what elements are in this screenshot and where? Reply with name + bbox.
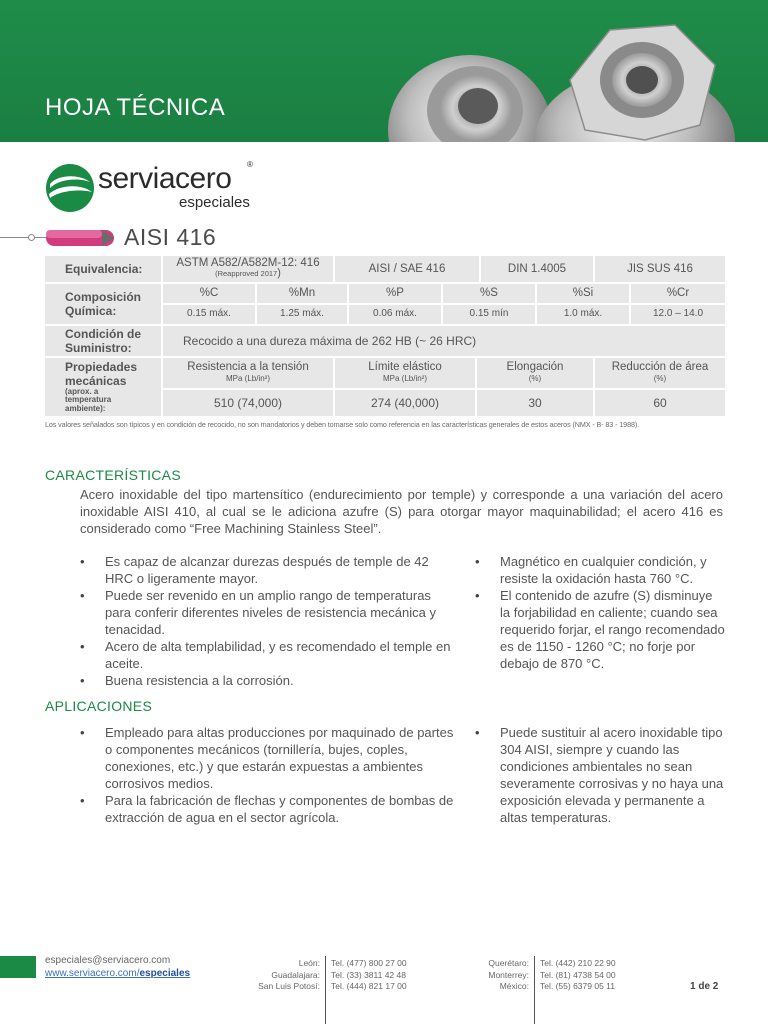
city-label: Guadalajara: [271, 969, 320, 980]
marker-line [0, 237, 48, 238]
mech-header-elastic-name: Límite elástico [368, 361, 442, 373]
marker-dot [28, 234, 35, 241]
page-title: HOJA TÉCNICA [45, 94, 226, 121]
mech-value-tension: 510 (74,000) [163, 390, 333, 416]
comp-value-s: 0.15 mín [443, 305, 535, 324]
list-item: • Buena resistencia a la corrosión. [80, 672, 460, 689]
comp-value-mn: 1.25 máx. [257, 305, 347, 324]
section-title-aplicaciones: APLICACIONES [45, 698, 153, 714]
comp-header-si: %Si [537, 284, 629, 303]
caracteristicas-list-left [80, 553, 460, 689]
list-item: • Magnético en cualquier condición, y resiste la oxidación hasta 760 °C. [475, 553, 725, 587]
serviacero-logo [44, 160, 264, 220]
logo-brand: serviacero [98, 162, 232, 195]
comp-value-cr: 12.0 – 14.0 [631, 305, 725, 324]
comp-value-si: 1.0 máx. [537, 305, 629, 324]
comp-label-line1: Composición [65, 290, 142, 304]
comp-header-s: %S [443, 284, 535, 303]
city-label: México: [499, 981, 529, 991]
footer-tels-2 [540, 958, 660, 993]
table-footnote: Los valores señalados son típicos y en condición de recocido, no son mandatorios y deben tomarse solo como referencia en las características generales de estos aceros (NMX - B- 83 - 1988). [45, 420, 640, 429]
header-band [0, 0, 768, 142]
tel-value: Tel. (55) 6379 05 11 [540, 981, 615, 991]
tel-value: Tel. (33) 3811 42 48 [331, 969, 406, 980]
tel-value: Tel. (81) 4738 54 00 [540, 969, 616, 980]
tel-value: Tel. (444) 821 17 00 [331, 981, 407, 991]
footer-cities-1 [230, 958, 320, 993]
pill-icon [46, 228, 116, 248]
section-title-caracteristicas: CARACTERÍSTICAS [45, 467, 181, 483]
tel-value: Tel. (477) 800 27 00 [331, 958, 407, 968]
footer-divider-1 [325, 956, 326, 1024]
city-label: San Luis Potosí: [258, 981, 320, 991]
equiv-astm-text: ASTM A582/A582M-12: 416 [176, 257, 320, 269]
comp-label-line2: Química: [65, 304, 117, 318]
comp-label [45, 284, 161, 324]
nuts-image [380, 0, 740, 142]
aplicaciones-list-left [80, 724, 460, 826]
list-item: • Empleado para altas producciones por maquinado de partes o componentes mecánicos (tornillería, bujes, coples, conexiones, etc.) y que estarán expuestas a ambientes corrosivos medios. [80, 724, 460, 792]
cond-value: Recocido a una dureza máxima de 262 HB (~ 26 HRC) [163, 326, 725, 356]
city-label: Monterrey: [488, 969, 529, 980]
footer-tels-1 [331, 958, 451, 993]
mech-value-area: 60 [595, 390, 725, 416]
mech-header-area [595, 358, 725, 388]
mech-header-elastic [335, 358, 475, 388]
mech-header-area-unit: (%) [653, 374, 667, 383]
list-item: • Acero de alta templabilidad, y es recomendado el temple en aceite. [80, 638, 460, 672]
aplicaciones-list-right [475, 724, 725, 826]
logo-subtitle: especiales [179, 194, 250, 211]
mech-header-elong-unit: (%) [528, 374, 542, 383]
equiv-jis: JIS SUS 416 [595, 256, 725, 282]
mech-label-line3: (aprox. a [65, 387, 99, 396]
city-label: León: [298, 958, 320, 968]
city-label: Querétaro: [488, 958, 529, 968]
comp-value-p: 0.06 máx. [349, 305, 441, 324]
mech-value-elastic: 274 (40,000) [335, 390, 475, 416]
list-item: • Puede sustituir al acero inoxidable tipo 304 AISI, siempre y cuando las condiciones ambientales no sean severamente corrosivas y no haya una exposición elevada y permanente a altas temperaturas. [475, 724, 725, 826]
logo-mark-icon [44, 162, 96, 214]
footer-website-link[interactable] [45, 968, 190, 979]
footer-email[interactable]: especiales@serviacero.com [45, 955, 171, 966]
footer-cities-2 [440, 958, 529, 993]
mech-header-elong [477, 358, 593, 388]
mech-label-line5: ambiente): [65, 404, 106, 413]
mech-header-tension-name: Resistencia a la tensión [187, 361, 309, 373]
list-item: • Puede ser revenido en un amplio rango de temperaturas para conferir diferentes niveles de resistencia mecánica y tenacidad. [80, 587, 460, 638]
list-item: • El contenido de azufre (S) disminuye la forjabilidad en caliente; cuando sea requerido forjar, el rango recomendado es de 1150 - 1260 °C; no forje por debajo de 870 °C. [475, 587, 725, 672]
list-item: • Es capaz de alcanzar durezas después de temple de 42 HRC o ligeramente mayor. [80, 553, 460, 587]
equiv-astm-note: (Reapproved 2017 [215, 269, 278, 278]
equiv-aisi: AISI / SAE 416 [335, 256, 479, 282]
logo-registered: ® [247, 160, 253, 169]
footer-divider-2 [534, 956, 535, 1024]
equiv-din: DIN 1.4005 [481, 256, 593, 282]
footer-accent-bar [0, 956, 36, 978]
caracteristicas-paragraph: Acero inoxidable del tipo martensítico (endurecimiento por temple) y corresponde a una variación del acero inoxidable AISI 410, al cual se le adiciona azufre (S) para otorgar mayor maquinabilidad; el acero 416 es considerado como “Free Machining Stainless Steel”. [80, 487, 723, 536]
mech-label [45, 358, 161, 416]
footer-web-prefix: www.serviacero.com/ [45, 968, 140, 979]
footer-web-bold: especiales [139, 968, 191, 979]
comp-value-c: 0.15 máx. [163, 305, 255, 324]
caracteristicas-list-right [475, 553, 725, 672]
list-item: • Para la fabricación de flechas y componentes de bombas de extracción de agua en el sector agrícola. [80, 792, 460, 826]
comp-header-mn: %Mn [257, 284, 347, 303]
cond-label-line2: Suministro: [65, 341, 132, 355]
comp-header-p: %P [349, 284, 441, 303]
tel-value: Tel. (442) 210 22 90 [540, 958, 616, 968]
comp-header-cr: %Cr [631, 284, 725, 303]
cond-label [45, 326, 161, 356]
mech-value-elong: 30 [477, 390, 593, 416]
mech-label-line2: mecánicas [65, 374, 127, 388]
equiv-label: Equivalencia: [45, 256, 161, 282]
grade-title: AISI 416 [124, 224, 217, 250]
equiv-astm-close: ) [277, 267, 281, 279]
cond-label-line1: Condición de [65, 327, 141, 341]
mech-header-tension [163, 358, 333, 388]
mech-label-line1: Propiedades [65, 360, 138, 374]
mech-label-line4: temperatura [65, 395, 112, 404]
mech-header-elastic-unit: MPa (Lb/in²) [382, 374, 427, 383]
mech-header-elong-name: Elongación [506, 361, 564, 373]
mech-header-tension-unit: MPa (Lb/in²) [225, 374, 270, 383]
page-number: 1 de 2 [690, 981, 719, 992]
comp-header-c: %C [163, 284, 255, 303]
equiv-astm [163, 256, 333, 282]
mech-header-area-name: Reducción de área [611, 361, 709, 373]
